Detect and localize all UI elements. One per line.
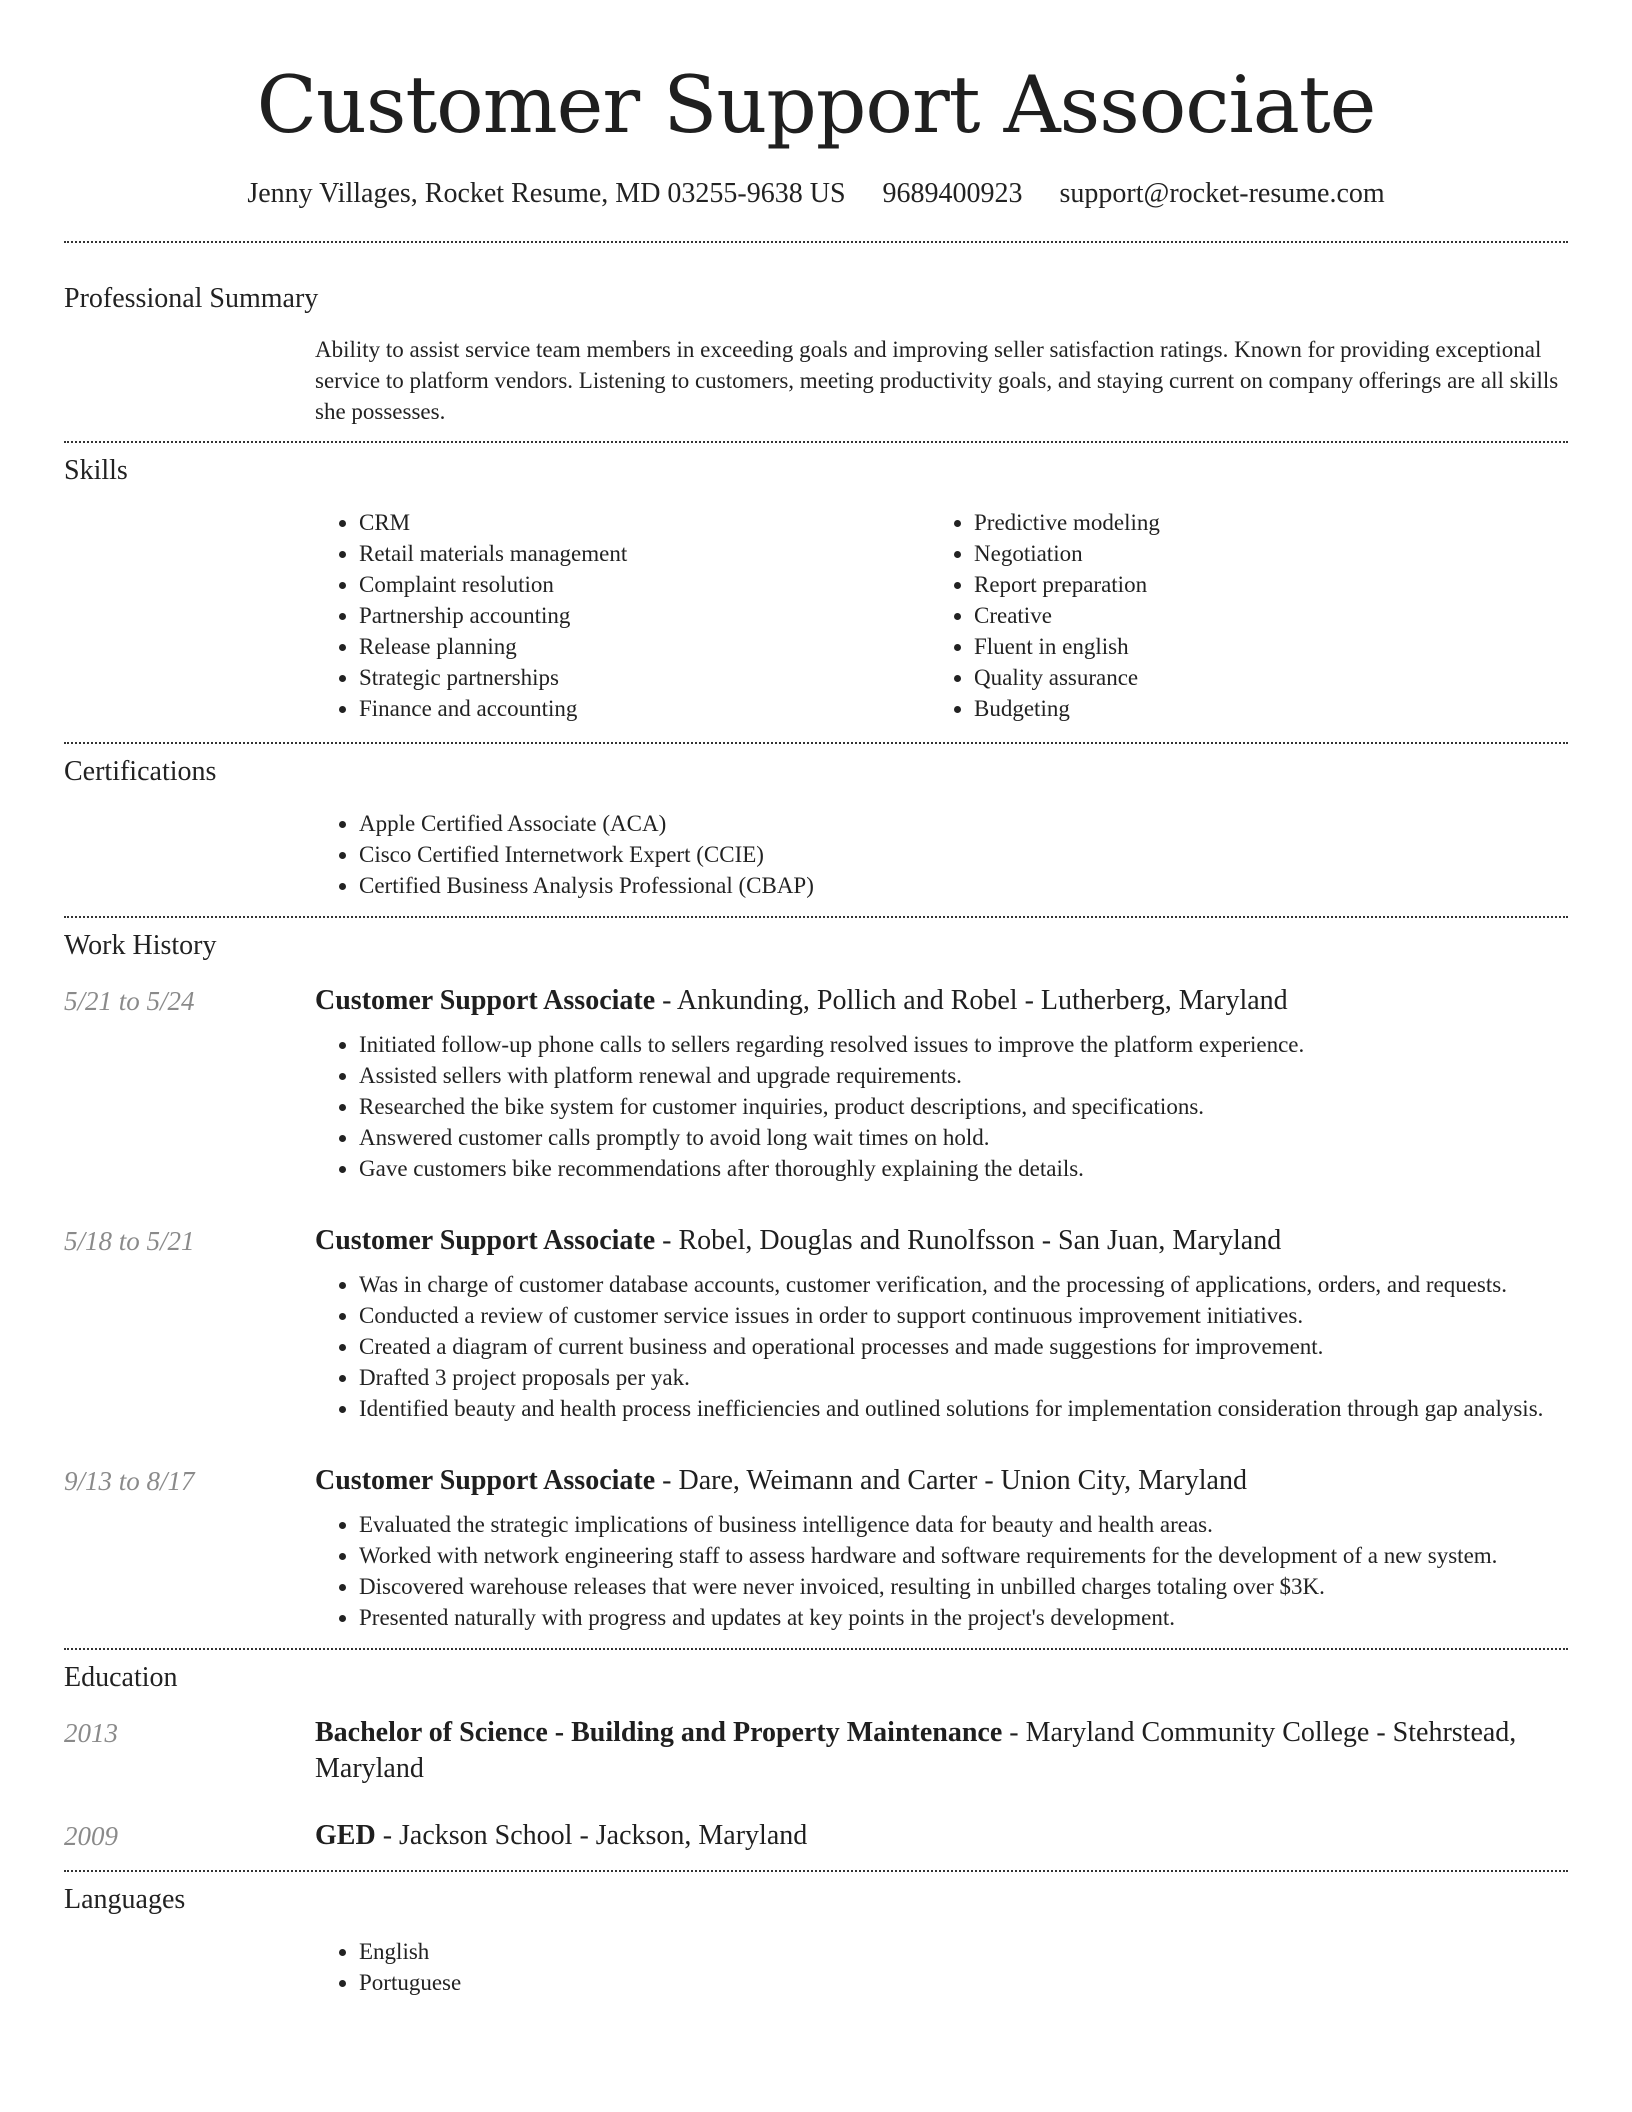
skill-item: • Budgeting <box>974 693 1545 724</box>
job-bullet: • Was in charge of customer database accounts, customer verification, and the processing of applications, orders, and requests. <box>359 1269 1568 1300</box>
section-title-education: Education <box>64 1662 178 1693</box>
education-entry <box>64 1715 1568 1787</box>
section-divider <box>64 916 1568 918</box>
section-title-languages: Languages <box>64 1884 186 1915</box>
contact-line <box>64 177 1568 211</box>
resume-title: Customer Support Associate <box>256 59 1376 151</box>
job-date: 5/18 to 5/21 <box>64 1226 195 1256</box>
skill-item: • Complaint resolution <box>359 569 930 600</box>
job-bullet: • Initiated follow-up phone calls to sellers regarding resolved issues to improve the platform experience. <box>359 1029 1568 1060</box>
section-title-summary: Professional Summary <box>64 283 319 314</box>
job-date: 9/13 to 8/17 <box>64 1466 195 1496</box>
education-degree: GED <box>315 1820 376 1851</box>
certification-item: • Cisco Certified Internetwork Expert (CCIE) <box>359 839 1568 870</box>
job-title <box>315 983 1568 1019</box>
skill-item: • Fluent in english <box>974 631 1545 662</box>
education-year: 2013 <box>64 1718 118 1748</box>
job-role: Customer Support Associate <box>315 1225 656 1256</box>
skills-list <box>315 507 1568 724</box>
skills-column-right <box>930 507 1545 724</box>
skills-column-left <box>315 507 930 724</box>
contact-phone: 9689400923 <box>882 178 1023 209</box>
job-bullets <box>315 1509 1568 1633</box>
skill-item: • Quality assurance <box>974 662 1545 693</box>
job-role: Customer Support Associate <box>315 985 656 1016</box>
job-details <box>315 1223 1568 1424</box>
section-divider <box>64 742 1568 744</box>
job-date: 5/21 to 5/24 <box>64 986 195 1016</box>
job-bullet: • Evaluated the strategic implications of business intelligence data for beauty and health areas. <box>359 1509 1568 1540</box>
job-role: Customer Support Associate <box>315 1465 656 1496</box>
section-divider <box>64 1648 1568 1650</box>
job-employer: - Ankunding, Pollich and Robel - Lutherberg, Maryland <box>655 985 1288 1016</box>
education-year: 2009 <box>64 1821 118 1851</box>
job-details <box>315 983 1568 1184</box>
skill-item: • Negotiation <box>974 538 1545 569</box>
job-employer: - Dare, Weimann and Carter - Union City, Maryland <box>655 1465 1247 1496</box>
contact-address: Jenny Villages, Rocket Resume, MD 03255-9638 US <box>247 178 846 209</box>
job-details <box>315 1463 1568 1633</box>
job-entry <box>64 1463 1568 1633</box>
languages-list <box>315 1936 1568 1998</box>
skill-item: • CRM <box>359 507 930 538</box>
job-employer: - Robel, Douglas and Runolfsson - San Juan, Maryland <box>655 1225 1282 1256</box>
section-title-skills: Skills <box>64 455 128 486</box>
section-divider <box>64 441 1568 443</box>
section-divider <box>64 241 1568 243</box>
job-bullet: • Conducted a review of customer service issues in order to support continuous improvement initiatives. <box>359 1300 1568 1331</box>
education-school: - Jackson School - Jackson, Maryland <box>375 1820 808 1851</box>
job-bullet: • Identified beauty and health process inefficiencies and outlined solutions for implementation consideration through gap analysis. <box>359 1393 1568 1424</box>
skill-item: • Strategic partnerships <box>359 662 930 693</box>
section-divider <box>64 1870 1568 1872</box>
education-details <box>315 1715 1568 1787</box>
skill-item: • Report preparation <box>974 569 1545 600</box>
language-item: • Portuguese <box>359 1967 1568 1998</box>
job-title <box>315 1463 1568 1499</box>
job-bullet: • Answered customer calls promptly to avoid long wait times on hold. <box>359 1122 1568 1153</box>
skill-item: • Creative <box>974 600 1545 631</box>
education-degree: Bachelor of Science - Building and Property Maintenance <box>315 1717 1003 1748</box>
job-bullet: • Drafted 3 project proposals per yak. <box>359 1362 1568 1393</box>
job-bullet: • Worked with network engineering staff to assess hardware and software requirements for the development of a new system. <box>359 1540 1568 1571</box>
language-item: • English <box>359 1936 1568 1967</box>
skill-item: • Retail materials management <box>359 538 930 569</box>
job-entry <box>64 983 1568 1184</box>
job-bullet: • Researched the bike system for customer inquiries, product descriptions, and specifications. <box>359 1091 1568 1122</box>
certifications-list <box>315 808 1568 901</box>
skill-item: • Finance and accounting <box>359 693 930 724</box>
section-title-work: Work History <box>64 930 217 961</box>
job-bullets <box>315 1269 1568 1424</box>
job-bullet: • Assisted sellers with platform renewal and upgrade requirements. <box>359 1060 1568 1091</box>
section-title-certifications: Certifications <box>64 756 217 787</box>
skill-item: • Predictive modeling <box>974 507 1545 538</box>
education-details <box>315 1818 1568 1854</box>
contact-email: support@rocket-resume.com <box>1059 178 1385 209</box>
certification-item: • Apple Certified Associate (ACA) <box>359 808 1568 839</box>
job-bullet: • Gave customers bike recommendations after thoroughly explaining the details. <box>359 1153 1568 1184</box>
skill-item: • Partnership accounting <box>359 600 930 631</box>
job-bullet: • Created a diagram of current business and operational processes and made suggestions for improvement. <box>359 1331 1568 1362</box>
job-title <box>315 1223 1568 1259</box>
skill-item: • Release planning <box>359 631 930 662</box>
education-entry <box>64 1818 1568 1854</box>
job-bullet: • Presented naturally with progress and updates at key points in the project's development. <box>359 1602 1568 1633</box>
job-bullets <box>315 1029 1568 1184</box>
job-bullet: • Discovered warehouse releases that were never invoiced, resulting in unbilled charges totaling over $3K. <box>359 1571 1568 1602</box>
certification-item: • Certified Business Analysis Professional (CBAP) <box>359 870 1568 901</box>
job-entry <box>64 1223 1568 1424</box>
resume-page <box>64 0 1568 1998</box>
education-school: - Maryland Community College - Stehrstead, Maryland <box>315 1717 1517 1784</box>
summary-text: Ability to assist service team members in exceeding goals and improving seller satisfaction ratings. Known for providing exceptional service to platform vendors. Listening to customers, meeting productivity goals, and staying current on company offerings are all skills she possesses. <box>315 337 1559 424</box>
